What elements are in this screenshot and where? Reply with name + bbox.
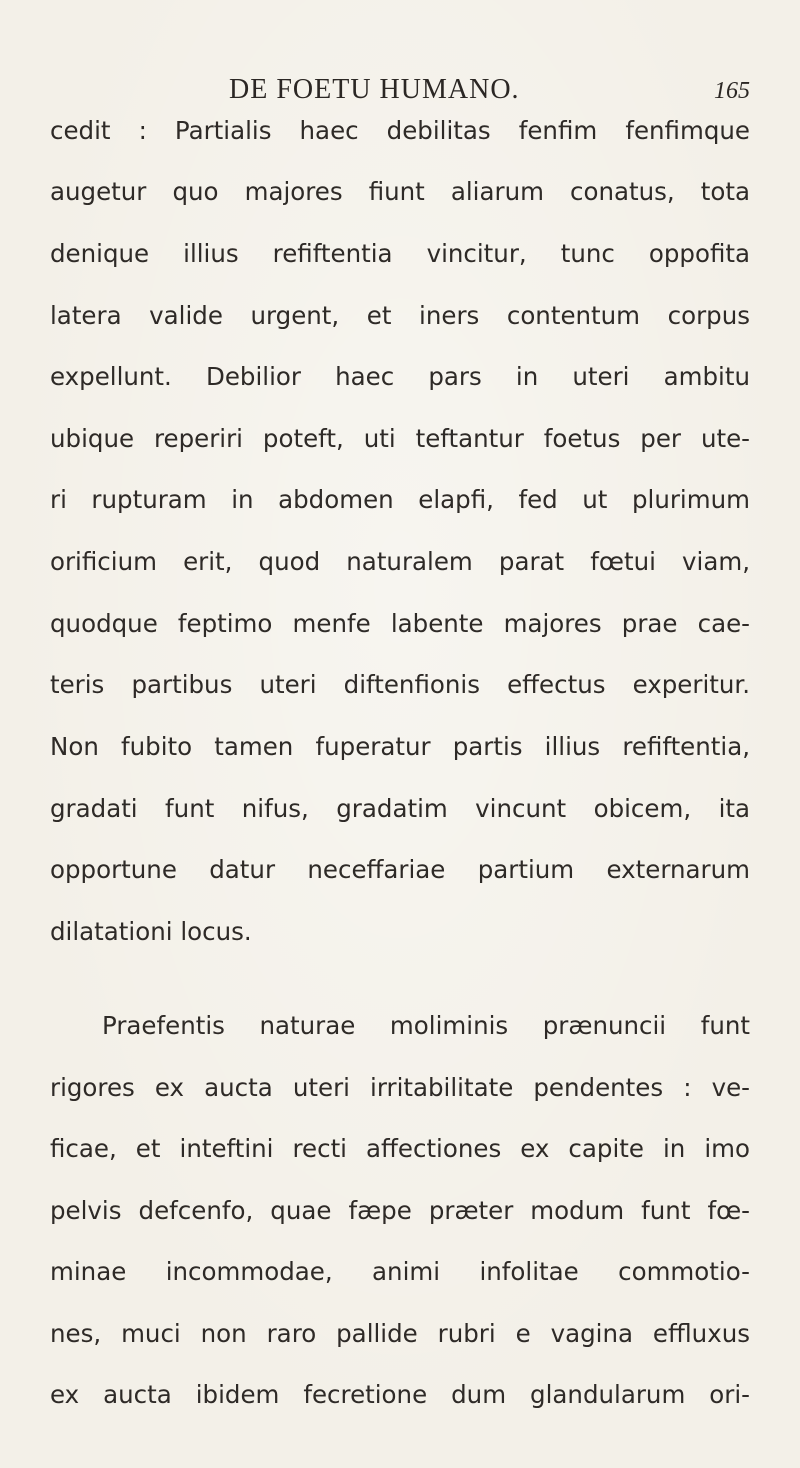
text-line: ficae, et inteftini recti affectiones ex capite in imo xyxy=(50,1134,750,1163)
text-line: opportune datur neceffariae partium externarum xyxy=(50,855,750,884)
text-line: augetur quo majores fiunt aliarum conatus, tota xyxy=(50,177,750,206)
text-line: orificium erit, quod naturalem parat fœtui viam, xyxy=(50,547,750,576)
text-line: rigores ex aucta uteri irritabilitate pendentes : ve- xyxy=(50,1073,750,1102)
text-line: nes, muci non raro pallide rubri e vagina effluxus xyxy=(50,1319,750,1348)
running-title: DE FOETU HUMANO. xyxy=(229,74,520,105)
text-line: ex aucta ibidem fecretione dum glandularum ori- xyxy=(50,1380,750,1409)
text-line: expellunt. Debilior haec pars in uteri ambitu xyxy=(50,362,750,391)
text-line: ri rupturam in abdomen elapfi, fed ut plurimum xyxy=(50,485,750,514)
text-line: minae incommodae, animi infolitae commotio- xyxy=(50,1257,750,1286)
text-line: quodque feptimo menfe labente majores prae cae- xyxy=(50,609,750,638)
text-line: dilatationi locus. xyxy=(50,917,252,946)
text-line: cedit : Partialis haec debilitas fenfim fenfimque xyxy=(50,116,750,145)
text-line: denique illius refiftentia vincitur, tunc oppofita xyxy=(50,239,750,268)
text-line: Praefentis naturae moliminis prænuncii funt xyxy=(102,1011,750,1040)
running-head xyxy=(0,72,800,112)
text-line: teris partibus uteri diftenfionis effectus experitur. xyxy=(50,670,750,699)
page-number: 165 xyxy=(714,78,750,104)
text-line: pelvis defcenfo, quae fæpe præter modum funt fœ- xyxy=(50,1196,750,1225)
text-line: Non fubito tamen fuperatur partis illius refiftentia, xyxy=(50,732,750,761)
text-line: ubique reperiri poteft, uti teftantur foetus per ute- xyxy=(50,424,750,453)
text-line: gradati funt nifus, gradatim vincunt obicem, ita xyxy=(50,794,750,823)
text-line: latera valide urgent, et iners contentum corpus xyxy=(50,301,750,330)
